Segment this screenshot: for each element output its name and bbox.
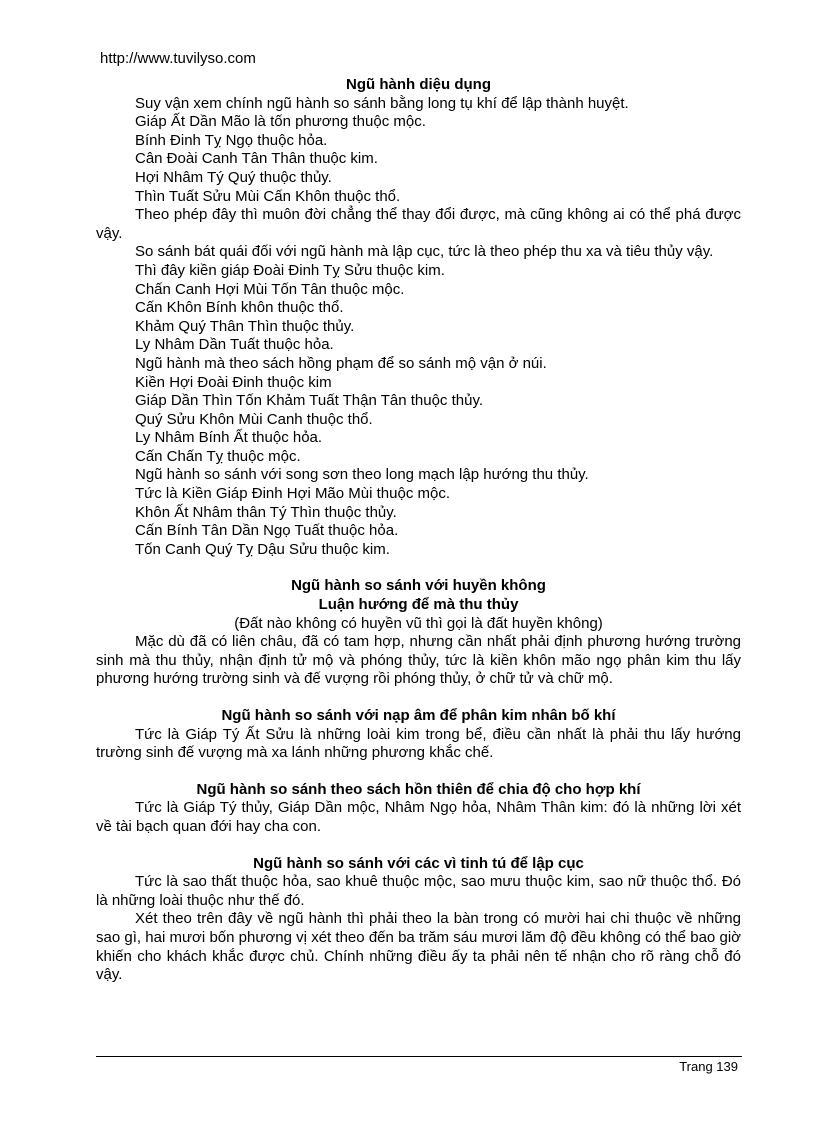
page-number: Trang 139: [679, 1059, 738, 1074]
page-content: [96, 76, 741, 985]
section-title-hon-thien: Ngũ hành so sánh theo sách hồn thiên để chia độ cho hợp khí: [196, 780, 641, 798]
section-title-huyen-khong: Ngũ hành so sánh với huyền không: [291, 577, 546, 595]
section-subtitle-thu-thuy: Luận hướng để mà thu thủy: [318, 596, 519, 614]
text-line: Ngũ hành so sánh với song sơn theo long mạch lập hướng thu thủy.: [135, 466, 589, 484]
text-line: Khảm Quý Thân Thìn thuộc thủy.: [135, 317, 355, 335]
text-line: Thì đây kiền giáp Đoài Đinh Tỵ Sửu thuộc kim.: [135, 261, 445, 279]
text-line: So sánh bát quái đối với ngũ hành mà lập cục, tức là theo phép thu xa và tiêu thủy vậy.: [135, 243, 714, 261]
text-line: Tức là Kiền Giáp Đinh Hợi Mão Mùi thuộc mộc.: [135, 485, 450, 503]
text-line: Khôn Ất Nhâm thân Tý Thìn thuộc thủy.: [135, 503, 397, 521]
text-line: Suy vận xem chính ngũ hành so sánh bằng long tụ khí để lập thành huyệt.: [135, 94, 629, 112]
text-line: Cấn Chấn Tỵ thuộc mộc.: [135, 447, 301, 465]
text-line: Cân Đoài Canh Tân Thân thuộc kim.: [135, 150, 378, 168]
paragraph-hon-thien: Tức là Giáp Tý thủy, Giáp Dần mộc, Nhâm Ngọ hỏa, Nhâm Thân kim: đó là những lời xét về tài bạch quan đới hay cha con.: [96, 799, 741, 835]
text-line: Kiền Hợi Đoài Đinh thuộc kim: [135, 373, 332, 391]
text-line: Ngũ hành mà theo sách hồng phạm để so sánh mộ vận ở núi.: [135, 354, 547, 372]
text-line: Ly Nhâm Bính Ất thuộc hỏa.: [135, 429, 323, 447]
text-line: Cấn Bính Tân Dần Ngọ Tuất thuộc hỏa.: [135, 522, 399, 540]
text-line: Tốn Canh Quý Tỵ Dậu Sửu thuộc kim.: [135, 540, 390, 558]
text-line: Chấn Canh Hợi Mùi Tốn Tân thuộc mộc.: [135, 280, 405, 298]
text-line: Cấn Khôn Bính khôn thuộc thổ.: [135, 299, 344, 317]
text-line: Ly Nhâm Dần Tuất thuộc hỏa.: [135, 336, 334, 354]
paragraph-huyen-khong: Mặc dù đã có liên châu, đã có tam hợp, nhưng cần nhất phải định phương hướng trường sinh mà thu thủy, nhận định tử mộ và phóng thủy, tức là kiền khôn mão ngọ phân kim thu lấy phương hướng trường sinh và đế vượng rồi phóng thủy, ở chữ tử và chữ mộ.: [96, 633, 741, 688]
section-title-tinh-tu: Ngũ hành so sánh với các vì tinh tú để lập cục: [253, 854, 584, 872]
section-title-nap-am: Ngũ hành so sánh với nạp âm để phân kim nhân bố khí: [221, 707, 616, 724]
text-line: Thìn Tuất Sửu Mùi Cấn Khôn thuộc thổ.: [135, 187, 401, 205]
text-line: Giáp Dần Thìn Tốn Khảm Tuất Thận Tân thuộc thủy.: [135, 392, 483, 410]
text-line: Giáp Ất Dần Mão là tốn phương thuộc mộc.: [135, 113, 426, 131]
paragraph-nap-am: Tức là Giáp Tý Ất Sửu là những loài kim trong bể, điều cần nhất là phải thu lấy hướng trường sinh đế vượng mà xa lánh những phương khắc chế.: [96, 725, 741, 762]
text-line: Theo phép đây thì muôn đời chẳng thể thay đổi được, mà cũng không ai có thể phá được vậy.: [96, 206, 741, 242]
section-note-huyen-khong: (Đất nào không có huyền vũ thì gọi là đất huyền không): [234, 614, 603, 632]
paragraph-tinh-tu-2: Xét theo trên đây về ngũ hành thì phải theo la bàn trong có mười hai chi thuộc về những sao gì, hai mươi bốn phương vị xét theo đến ba trăm sáu mươi lăm độ đều không có thể bao giờ khiến cho khách khắc được chủ. Chính những điều ấy ta phải nên tế nhận cho rõ ràng chỗ đó vậy.: [96, 910, 741, 984]
text-line: Hợi Nhâm Tý Quý thuộc thủy.: [135, 168, 332, 186]
section-title-dieu-dung: Ngũ hành diệu dụng: [346, 76, 491, 93]
header-url: http://www.tuvilyso.com: [100, 50, 256, 67]
footer-divider: [96, 1056, 742, 1057]
paragraph-tinh-tu-1: Tức là sao thất thuộc hỏa, sao khuê thuộc mộc, sao mưu thuộc kim, sao nữ thuộc thổ. Đó là những loài thuộc như thế đó.: [96, 873, 741, 909]
text-line: Bính Đinh Tỵ Ngọ thuộc hỏa.: [135, 131, 328, 149]
text-line: Quý Sửu Khôn Mùi Canh thuộc thổ.: [135, 410, 373, 428]
section-dieu-dung-lines: [96, 95, 741, 560]
